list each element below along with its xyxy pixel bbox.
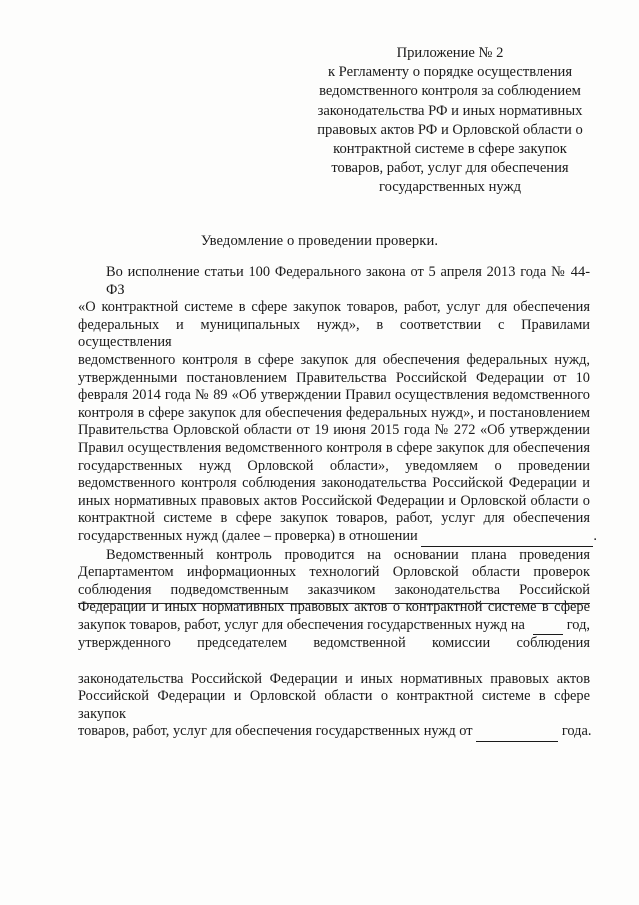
approval-rule-line	[78, 603, 590, 604]
paragraph-1-line: Правил осуществления ведомственного контроля в сфере закупок для обеспечения	[78, 439, 590, 456]
appendix-line: правовых актов РФ и Орловской области о	[317, 121, 583, 138]
final-line-text: товаров, работ, услуг для обеспечения государственных нужд от	[78, 723, 473, 740]
paragraph-1-line: Правительства Орловской области от 19 июня 2015 года № 272 «Об утверждении	[78, 422, 590, 439]
year-blank-field	[533, 617, 563, 636]
paragraph-1-line: ведомственного контроля соблюдения законодательства Российской Федерации и	[78, 475, 590, 492]
date-blank-field	[476, 723, 558, 742]
paragraph-2-line: Федерации и иных нормативных правовых актов о контрактной системе в сфере	[78, 599, 590, 616]
paragraph-1-line: государственных нужд Орловской области», уведомляем о проведении	[78, 457, 590, 474]
paragraph-2-line: законодательства Российской Федерации и иных нормативных правовых актов	[78, 670, 590, 687]
paragraph-1-line: контроля в сфере закупок для обеспечения федеральных нужд», и постановлением	[78, 404, 590, 421]
paragraph-1-line: федеральных и муниципальных нужд», в соответствии с Правилами осуществления	[78, 316, 590, 351]
appendix-number: Приложение № 2	[396, 45, 504, 61]
paragraph-1-last-line	[78, 527, 597, 547]
notice-body	[78, 264, 597, 742]
paragraph-1-line: утвержденными постановлением Правительства Российской Федерации от 10	[78, 369, 590, 386]
paragraph-2-line: Ведомственный контроль проводится на основании плана проведения	[106, 546, 590, 563]
paragraph-1-line: контрактной системе в сфере закупок товаров, работ, услуг для обеспечения	[78, 510, 590, 527]
appendix-line: законодательства РФ и иных нормативных	[317, 102, 583, 119]
paragraph-2-line: Департаментом информационных технологий Орловской области проверок	[78, 564, 590, 581]
paragraph-1-line: ведомственного контроля в сфере закупок для обеспечения федеральных нужд,	[78, 351, 590, 368]
appendix-line: к Регламенту о порядке осуществления	[327, 64, 573, 81]
paragraph-2-line: Российской Федерации и Орловской области о контрактной системе в сфере закупок	[78, 688, 590, 722]
appendix-line: ведомственного контроля за соблюдением	[319, 83, 581, 100]
appendix-line: товаров, работ, услуг для обеспечения	[331, 160, 569, 177]
paragraph-1-line: «О контрактной системе в сфере закупок товаров, работ, услуг для обеспечения	[78, 299, 590, 316]
notice-title: Уведомление о проведении проверки.	[200, 233, 439, 249]
subject-blank-field	[421, 528, 593, 547]
year-line-text: закупок товаров, работ, услуг для обеспечения государственных нужд на	[78, 616, 525, 633]
appendix-header	[296, 44, 604, 198]
paragraph-2-line: соблюдения подведомственным заказчиком законодательства Российской	[78, 581, 590, 598]
final-line-end: года.	[561, 723, 592, 740]
paragraph-1-line: Во исполнение статьи 100 Федерального закона от 5 апреля 2013 года № 44-ФЗ	[106, 264, 590, 298]
paragraph-2-approved-line: утвержденного председателем ведомственной комиссии соблюдения	[78, 635, 590, 652]
year-line-end: год,	[566, 616, 590, 633]
paragraph-1-end: .	[593, 527, 597, 544]
appendix-line: государственных нужд	[378, 179, 522, 196]
paragraph-1-line: иных нормативных правовых актов Российской Федерации и Орловской области о	[78, 492, 590, 509]
paragraph-1-last-text: государственных нужд (далее – проверка) в отношении	[78, 527, 418, 544]
paragraph-2-year-line	[78, 617, 590, 636]
paragraph-2-final-line	[78, 723, 590, 742]
year-line-tail	[533, 617, 590, 636]
approval-blank-row	[78, 653, 590, 671]
appendix-line: контрактной системе в сфере закупок	[333, 141, 567, 158]
paragraph-1-line: февраля 2014 года № 89 «Об утверждении Правил осуществления ведомственного	[78, 387, 590, 404]
